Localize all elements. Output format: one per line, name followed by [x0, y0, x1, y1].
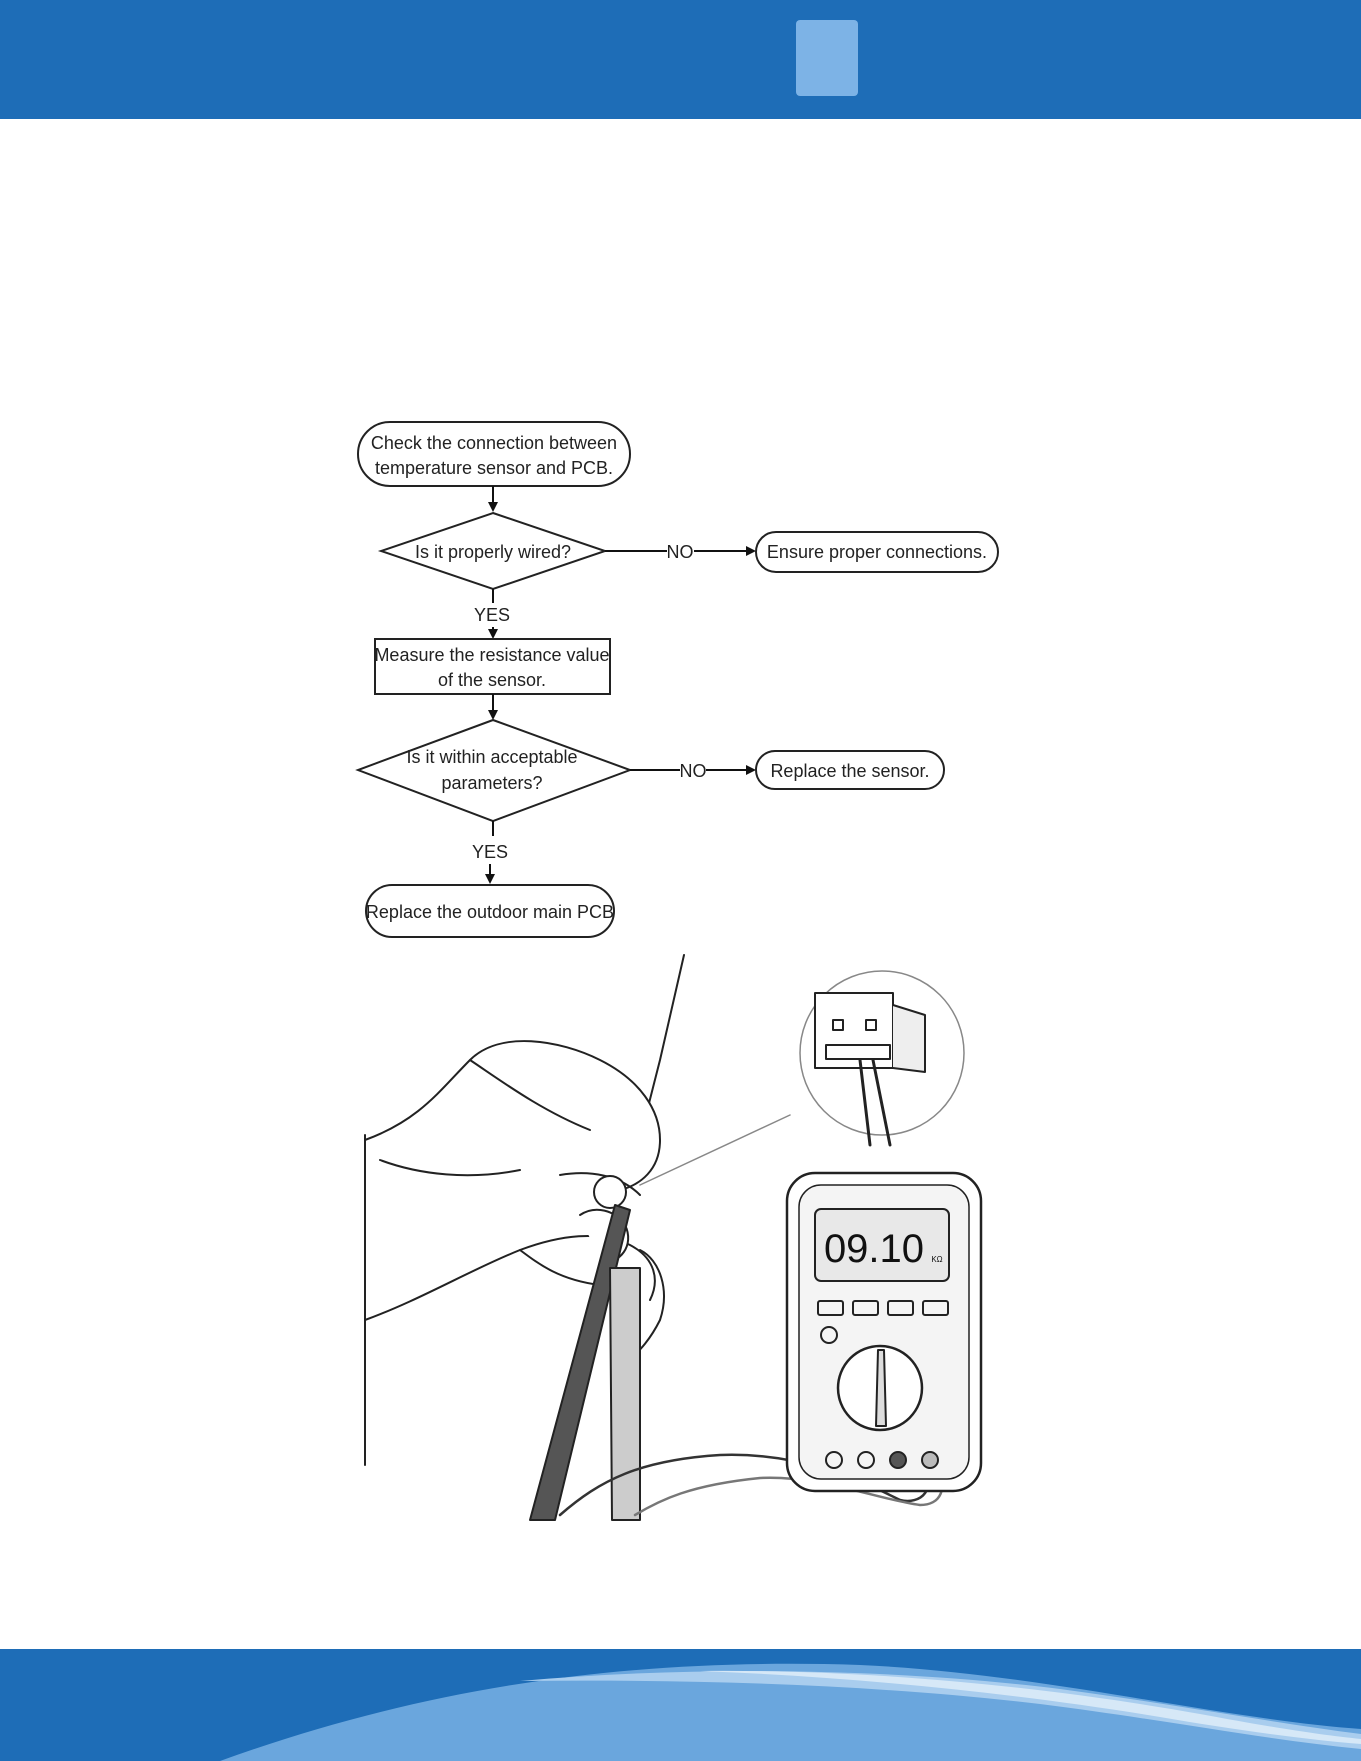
yes-label-1: YES: [473, 605, 511, 625]
no-label-1: NO: [666, 542, 694, 562]
decision2-line1: Is it within acceptable: [406, 747, 578, 767]
yes-label-2: YES: [471, 842, 509, 862]
page-footer: [0, 1649, 1361, 1761]
meter-reading: 09.10: [823, 1227, 925, 1271]
page-header: [0, 0, 1361, 119]
process-line1: Measure the resistance value: [374, 645, 610, 665]
start-terminator: [358, 422, 630, 486]
grey-probe: [610, 1268, 640, 1520]
decision2-line2: parameters?: [441, 773, 543, 793]
footer-wave: [0, 1649, 1361, 1761]
decision-properly-wired: [381, 513, 605, 589]
process-line2: of the sensor.: [437, 670, 547, 690]
decision-acceptable-parameters: [358, 720, 630, 821]
end-terminator: [366, 885, 614, 937]
measure-resistance-process: [374, 639, 610, 694]
meter-unit: KΩ: [931, 1255, 943, 1264]
header-tab: [796, 20, 858, 96]
no-label-2: NO: [679, 761, 707, 781]
action1-label: Ensure proper connections.: [766, 542, 988, 562]
multimeter-illustration: [787, 1173, 981, 1491]
page-content: [0, 119, 1361, 1649]
flowchart-diagram: [0, 119, 1361, 1649]
end-label: Replace the outdoor main PCB: [365, 902, 615, 922]
ensure-connections-terminator: [756, 532, 998, 572]
start-line1: Check the connection between: [370, 433, 618, 453]
action2-label: Replace the sensor.: [770, 761, 930, 781]
decision1-label: Is it properly wired?: [414, 542, 572, 562]
start-line2: temperature sensor and PCB.: [374, 458, 614, 478]
replace-sensor-terminator: [756, 751, 944, 789]
